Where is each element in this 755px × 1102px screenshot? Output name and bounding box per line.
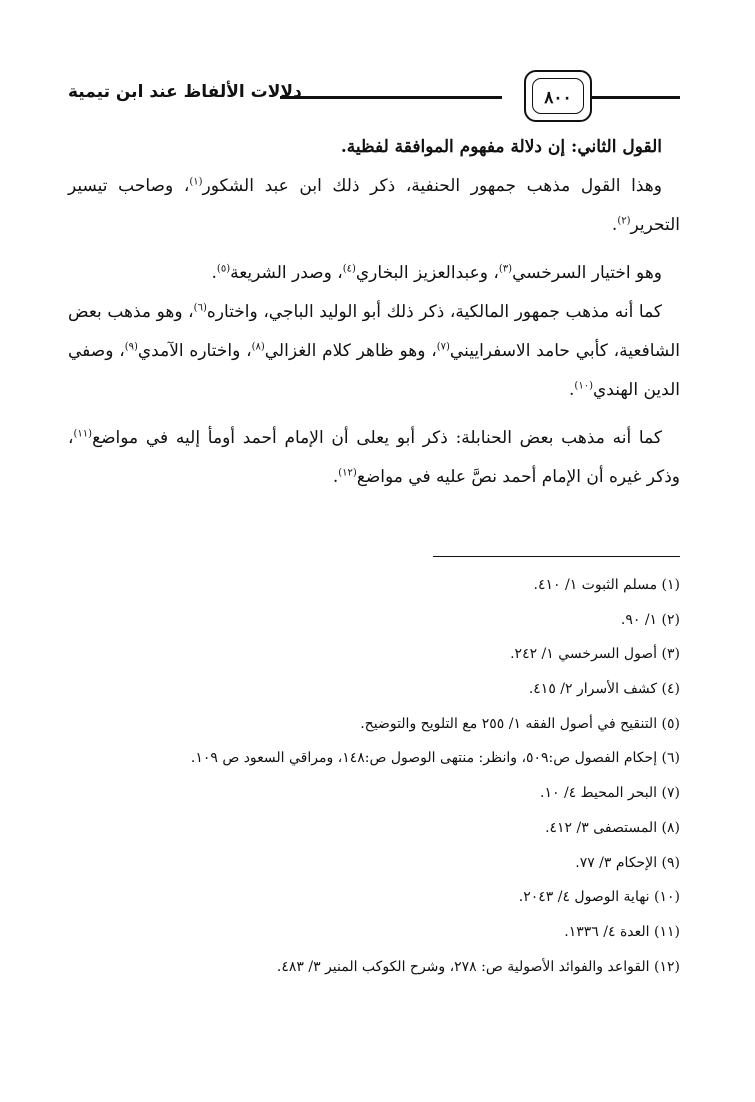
text-run: ، وعبدالعزيز البخاري	[355, 263, 499, 283]
main-text	[68, 128, 680, 497]
footnote: (٥) التنقيح في أصول الفقه ١/ ٢٥٥ مع التلويح والتوضيح.	[360, 715, 680, 732]
footnote: (٨) المستصفى ٣/ ٤١٢.	[545, 819, 680, 836]
paragraph-4	[68, 293, 680, 410]
text-run: ، وهو ظاهر كلام الغزالي	[264, 341, 437, 361]
paragraph-heading	[68, 128, 680, 167]
text-run: .	[332, 467, 339, 487]
footnote: (١) مسلم الثبوت ١/ ٤١٠.	[533, 577, 680, 593]
footnote: (١١) العدة ٤/ ١٣٣٦.	[564, 923, 680, 940]
footnote-marker: (٣)	[498, 263, 513, 275]
paragraph-2	[68, 167, 680, 245]
footnote-marker: (١٢)	[338, 467, 357, 479]
page-number: ٨٠٠	[544, 88, 572, 108]
text-run: ، وذكر غيره أن الإمام أحمد نصَّ عليه في مواضع	[68, 428, 680, 487]
paragraph-5	[68, 419, 680, 497]
text-run: كما أنه مذهب بعض الحنابلة: ذكر أبو يعلى أن الإمام أحمد أومأ إليه في مواضع	[92, 428, 662, 448]
footnote-marker: (٧)	[436, 341, 450, 353]
text-run: ، وهو مذهب بعض الشافعية، كأبي حامد الاسفراييني	[68, 302, 680, 361]
footnote-marker: (٥)	[216, 263, 231, 275]
footnote-marker: (٨)	[251, 341, 265, 353]
text-run: كما أنه مذهب جمهور المالكية، ذكر ذلك أبو الوليد الباجي، واختاره	[206, 302, 662, 322]
page-number-box	[524, 70, 592, 122]
footnote-marker: (٤)	[342, 263, 356, 275]
footnote-marker: (٢)	[617, 215, 631, 227]
text-run: ، وصفي الدين الهندي	[68, 341, 680, 400]
header-rule-right	[592, 96, 680, 99]
footnote: (٤) كشف الأسرار ٢/ ٤١٥.	[528, 681, 680, 698]
footnote: (٩) الإحكام ٣/ ٧٧.	[575, 854, 680, 871]
text-run: وهذا القول مذهب جمهور الحنفية، ذكر ذلك ابن عبد الشكور	[202, 176, 662, 196]
paragraph-3	[68, 254, 680, 293]
running-header	[68, 70, 680, 126]
footnote-separator	[433, 556, 680, 557]
footnote-marker: (١)	[189, 176, 203, 188]
footnote-marker: (٩)	[124, 341, 138, 353]
text-run: .	[569, 380, 575, 400]
text-run: ، وصاحب تيسير التحرير	[68, 176, 680, 235]
footnote-marker: (٦)	[193, 302, 207, 314]
text-run: ، وصدر الشريعة	[230, 263, 343, 283]
text-run: .	[611, 215, 618, 235]
footnote-marker: (١١)	[73, 428, 93, 440]
footnote-marker: (١٠)	[574, 380, 593, 392]
footnote: (١٠) نهاية الوصول ٤/ ٢٠٤٣.	[518, 889, 680, 906]
heading-text: القول الثاني: إن دلالة مفهوم الموافقة لفظية.	[340, 137, 662, 157]
footnote: (١٢) القواعد والفوائد الأصولية ص: ٢٧٨، وشرح الكوكب المنير ٣/ ٤٨٣.	[276, 958, 680, 975]
running-title: دلالات الألفاظ عند ابن تيمية	[68, 82, 302, 102]
footnote: (٧) البحر المحيط ٤/ ١٠.	[540, 785, 680, 802]
text-run: وهو اختيار السرخسي	[512, 263, 662, 283]
text-run: .	[211, 263, 217, 283]
footnote: (٦) إحكام الفصول ص:٥٠٩، وانظر: منتهى الوصول ص:١٤٨، ومراقي السعود ص ١٠٩.	[190, 750, 680, 767]
footnote: (٣) أصول السرخسي ١/ ٢٤٢.	[510, 646, 680, 663]
footnotes	[40, 568, 680, 984]
header-rule-left	[280, 96, 502, 99]
footnote: (٢) ١/ ٩٠.	[620, 611, 680, 628]
text-run: ، واختاره الآمدي	[137, 341, 252, 361]
